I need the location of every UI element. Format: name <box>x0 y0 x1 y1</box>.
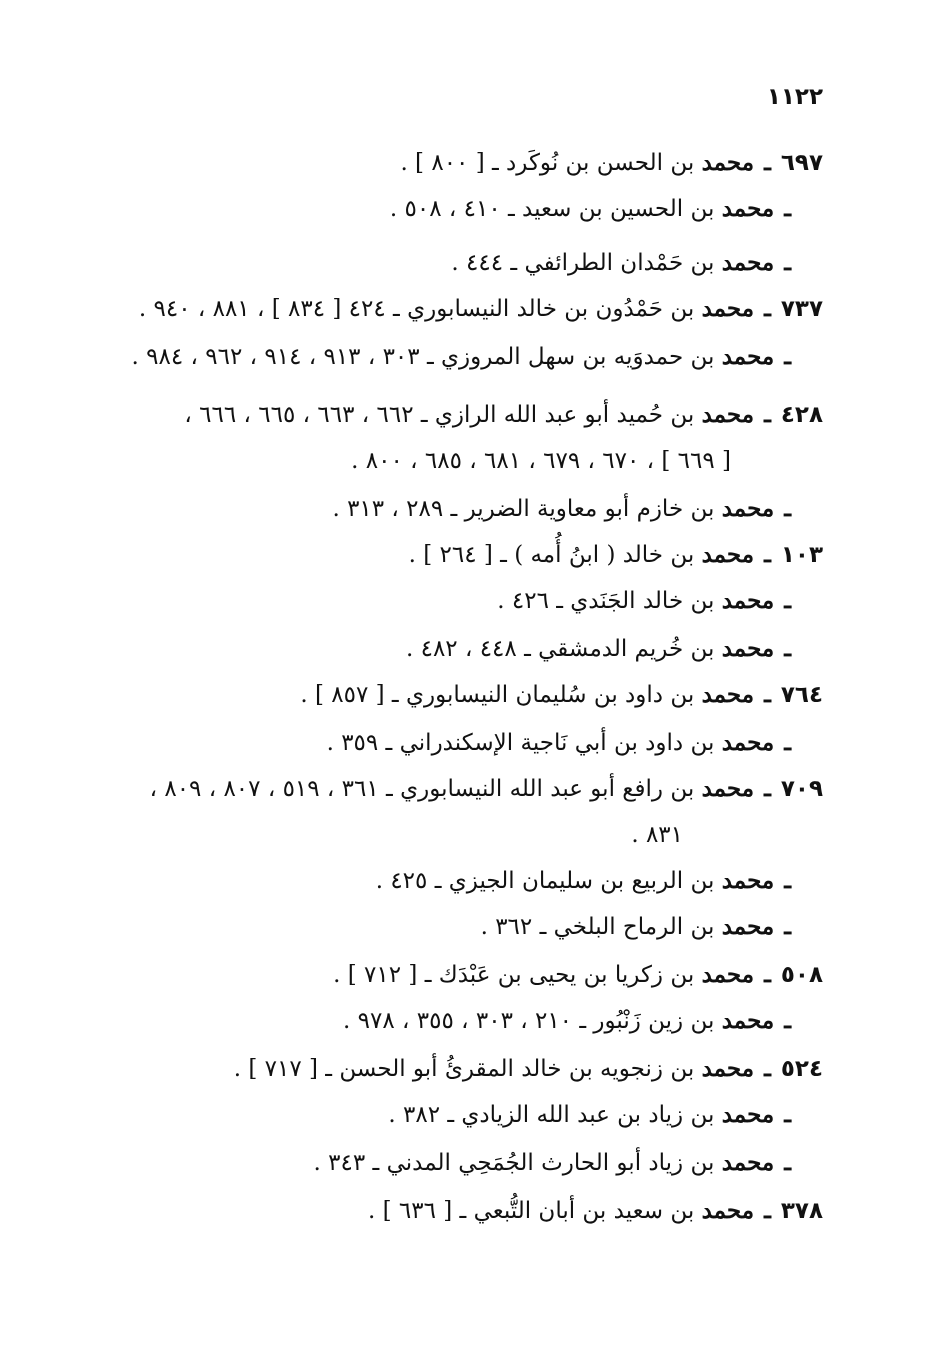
entry-name-first: محمد <box>701 775 755 802</box>
page-number: ١١٢٢ <box>766 84 823 110</box>
index-entry <box>300 672 823 718</box>
entry-text: بن داود بن سُليمان النيسابوري ـ [ ٨٥٧ ] . <box>300 682 695 708</box>
index-entry <box>400 140 823 186</box>
entry-dash: ـ <box>756 149 779 176</box>
entry-text: بن زكريا بن يحيى بن عَبْدَك ـ [ ٧١٢ ] . <box>333 962 695 988</box>
entry-dash: ـ <box>776 249 791 276</box>
entry-name-first: محمد <box>721 1149 775 1176</box>
entry-dash: ـ <box>756 1197 779 1224</box>
index-entry <box>100 766 823 812</box>
entry-number: ١٠٣ <box>780 542 823 568</box>
entry-dash: ـ <box>756 295 779 322</box>
entry-continuation: [ ٦٦٩ ] ، ٦٧٠ ، ٦٧٩ ، ٦٨١ ، ٦٨٥ ، ٨٠٠ . <box>351 448 731 474</box>
index-entry <box>327 720 793 766</box>
entry-text: بن الرماح البلخي ـ ٣٦٢ . <box>480 914 715 940</box>
entry-name-first: محمد <box>721 729 775 756</box>
entry-dash: ـ <box>756 775 779 802</box>
entry-text: بن خالد ( ابنُ أُمه ) ـ [ ٢٦٤ ] . <box>408 542 695 568</box>
entry-number: ٥٠٨ <box>780 962 823 988</box>
entry-name-first: محمد <box>721 195 775 222</box>
index-entry <box>390 186 793 232</box>
index-entry <box>451 240 793 286</box>
entry-text: بن حَمْدُون بن خالد النيسابوري ـ ٤٢٤ [ ٨٣٤ ] ، ٨٨١ ، ٩٤٠ . <box>138 296 695 322</box>
index-entry <box>333 952 823 998</box>
index-entry <box>409 532 823 578</box>
index-entry <box>314 1140 793 1186</box>
index-entry <box>100 392 823 438</box>
entry-name-first: محمد <box>701 1055 755 1082</box>
index-entry <box>481 904 793 950</box>
entry-text: بن زياد بن عبد الله الزيادي ـ ٣٨٢ . <box>388 1102 715 1128</box>
entry-name-first: محمد <box>721 343 775 370</box>
entry-dash: ـ <box>756 401 779 428</box>
entry-name-first: محمد <box>701 1197 755 1224</box>
entry-text: بن زياد أبو الحارث الجُمَحِي المدني ـ ٣٤٣ . <box>313 1150 715 1176</box>
entry-name-first: محمد <box>721 867 775 894</box>
entry-text: بن خالد الجَنَدي ـ ٤٢٦ . <box>497 588 715 614</box>
entry-text: بن سعيد بن أبان التُّبعي ـ [ ٦٣٦ ] . <box>367 1198 695 1224</box>
index-entry <box>376 858 793 904</box>
entry-number: ٦٩٧ <box>780 150 823 176</box>
entry-text: بن داود بن أبي نَاجية الإسكندراني ـ ٣٥٩ . <box>326 730 715 756</box>
entry-number: ٧٦٤ <box>780 682 823 708</box>
entry-name-first: محمد <box>721 249 775 276</box>
entry-text: بن رافع أبو عبد الله النيسابوري ـ ٣٦١ ، ٥١٩ ، ٨٠٧ ، ٨٠٩ ، <box>149 776 695 802</box>
entry-text: بن زين زَنْبُور ـ ٢١٠ ، ٣٠٣ ، ٣٥٥ ، ٩٧٨ . <box>343 1008 715 1034</box>
entry-number: ٧٣٧ <box>780 296 823 322</box>
entry-dash: ـ <box>756 1055 779 1082</box>
entry-name-first: محمد <box>701 961 755 988</box>
entry-number: ٤٢٨ <box>780 402 823 428</box>
index-entry <box>132 334 793 380</box>
entry-name-first: محمد <box>701 149 755 176</box>
entry-dash: ـ <box>776 343 791 370</box>
entry-text: بن الحسن بن نُوكَرد ـ [ ٨٠٠ ] . <box>400 150 695 176</box>
entry-name-first: محمد <box>721 1101 775 1128</box>
entry-dash: ـ <box>776 635 791 662</box>
entry-name-first: محمد <box>721 913 775 940</box>
entry-text: بن خُريم الدمشقي ـ ٤٤٨ ، ٤٨٢ . <box>405 636 715 662</box>
entry-text: بن زنجويه بن خالد المقرئُ أبو الحسن ـ [ ٧١٧ ] . <box>233 1056 695 1082</box>
entry-text: بن حُميد أبو عبد الله الرازي ـ ٦٦٢ ، ٦٦٣ ، ٦٦٥ ، ٦٦٦ ، <box>184 402 695 428</box>
entry-dash: ـ <box>776 495 791 522</box>
entry-text: بن الحسين بن سعيد ـ ٤١٠ ، ٥٠٨ . <box>389 196 715 222</box>
index-entry <box>368 1188 823 1234</box>
entry-dash: ـ <box>776 195 791 222</box>
entry-dash: ـ <box>776 1149 791 1176</box>
entry-number: ٣٧٨ <box>780 1198 823 1224</box>
entry-dash: ـ <box>776 587 791 614</box>
entry-name-first: محمد <box>701 401 755 428</box>
entry-dash: ـ <box>776 1101 791 1128</box>
entry-name-first: محمد <box>721 587 775 614</box>
entry-text: بن حمدوَيه بن سهل المروزي ـ ٣٠٣ ، ٩١٣ ، ٩١٤ ، ٩٦٢ ، ٩٨٤ . <box>131 344 715 370</box>
entry-dash: ـ <box>776 729 791 756</box>
entry-continuation: ٨٣١ . <box>631 822 683 848</box>
entry-text: بن الربيع بن سليمان الجيزي ـ ٤٢٥ . <box>375 868 715 894</box>
index-entry <box>332 486 793 532</box>
index-entry <box>406 626 793 672</box>
entry-text: بن حَمْدان الطرائفي ـ ٤٤٤ . <box>451 250 715 276</box>
entry-dash: ـ <box>776 913 791 940</box>
entry-name-first: محمد <box>721 495 775 522</box>
entry-name-first: محمد <box>701 681 755 708</box>
index-entry <box>388 1092 793 1138</box>
entry-name-first: محمد <box>701 295 755 322</box>
entry-dash: ـ <box>776 1007 791 1034</box>
index-entry <box>139 286 823 332</box>
entry-dash: ـ <box>776 867 791 894</box>
entry-dash: ـ <box>756 961 779 988</box>
entry-name-first: محمد <box>721 1007 775 1034</box>
entry-text: بن خازم أبو معاوية الضرير ـ ٢٨٩ ، ٣١٣ . <box>332 496 715 522</box>
index-entry <box>497 578 793 624</box>
index-entry <box>234 1046 823 1092</box>
entry-number: ٥٢٤ <box>780 1056 823 1082</box>
entry-dash: ـ <box>756 681 779 708</box>
entry-number: ٧٠٩ <box>780 776 823 802</box>
entry-name-first: محمد <box>701 541 755 568</box>
index-entry <box>343 998 793 1044</box>
entry-name-first: محمد <box>721 635 775 662</box>
entry-dash: ـ <box>756 541 779 568</box>
